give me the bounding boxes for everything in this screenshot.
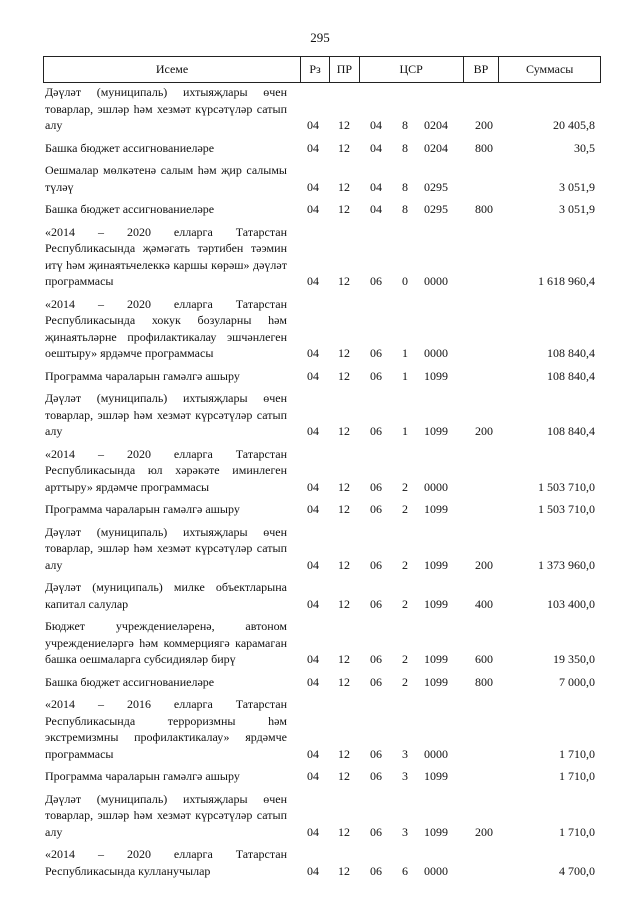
row-rz: 04 <box>307 596 319 611</box>
row-g: 06 <box>370 596 382 611</box>
table-row <box>45 768 601 785</box>
row-sum: 20 405,8 <box>553 118 595 132</box>
row-vr: 200 <box>475 424 493 438</box>
row-pr: 12 <box>338 118 350 132</box>
table-row <box>45 201 601 218</box>
row-vr: 200 <box>475 824 493 839</box>
row-sum: 1 710,0 <box>559 769 595 783</box>
row-rz: 04 <box>307 274 319 288</box>
row-codes <box>293 768 601 785</box>
row-n: 0000 <box>424 274 448 288</box>
row-codes <box>293 368 601 385</box>
row-n: 1099 <box>424 424 448 438</box>
row-sum: 103 400,0 <box>547 596 595 611</box>
row-codes <box>293 524 601 574</box>
row-sum: 4 700,0 <box>559 863 595 878</box>
row-vr: 800 <box>475 140 493 155</box>
row-pr: 12 <box>338 346 350 360</box>
row-vr: 400 <box>475 596 493 611</box>
row-p: 8 <box>402 179 408 194</box>
row-n: 0295 <box>424 202 448 216</box>
row-rz: 04 <box>307 118 319 132</box>
row-g: 04 <box>370 140 382 155</box>
table-row <box>45 501 601 518</box>
row-name: Дәүләт (муниципаль) ихтыяҗлары өчен товарлар, эшләр һәм хезмәт күрсәтүләр сатып алу <box>45 791 287 839</box>
table-row <box>45 846 601 879</box>
row-name: Бюджет учреждениеләренә, автоном учреждениеләргә һәм коммерциягә карамаган башка оешмаларга субсидияләр бирү <box>45 619 287 666</box>
table-row <box>45 84 601 134</box>
row-g: 06 <box>370 346 382 360</box>
row-p: 1 <box>402 346 408 360</box>
row-n: 1099 <box>424 557 448 572</box>
row-n: 0000 <box>424 346 448 360</box>
table-row <box>45 674 601 691</box>
row-p: 6 <box>402 863 408 878</box>
row-g: 06 <box>370 368 382 383</box>
row-p: 2 <box>402 674 408 689</box>
row-g: 04 <box>370 202 382 216</box>
row-pr: 12 <box>338 274 350 288</box>
row-pr: 12 <box>338 368 350 383</box>
row-g: 06 <box>370 274 382 288</box>
row-rz: 04 <box>307 179 319 194</box>
row-vr: 800 <box>475 674 493 689</box>
row-p: 2 <box>402 596 408 611</box>
row-g: 06 <box>370 652 382 666</box>
row-codes <box>293 674 601 691</box>
row-rz: 04 <box>307 346 319 360</box>
row-n: 0295 <box>424 179 448 194</box>
row-name: «2014 – 2020 елларга Татарстан Республикасында хокук бозуларны һәм җинаятьләрне профилактикалау эшчәнлеген оештыру» ярдәмче программасы <box>45 296 287 360</box>
row-name: Дәүләт (муниципаль) ихтыяҗлары өчен товарлар, эшләр һәм хезмәт күрсәтүләр сатып алу <box>45 85 287 132</box>
row-p: 3 <box>402 769 408 783</box>
row-codes <box>293 791 601 841</box>
row-p: 1 <box>402 424 408 438</box>
row-p: 0 <box>402 274 408 288</box>
row-g: 06 <box>370 824 382 839</box>
row-name: Башка бюджет ассигнованиеләре <box>45 202 215 216</box>
table-row <box>45 390 601 440</box>
row-name: «2014 – 2016 елларга Татарстан Республикасында терроризмны һәм экстремизмны профилактикалау» ярдәмче программасы <box>45 697 287 761</box>
row-sum: 7 000,0 <box>559 674 595 689</box>
header-rz: Рз <box>301 57 330 82</box>
row-p: 8 <box>402 202 408 216</box>
table-header <box>43 56 601 83</box>
row-g: 06 <box>370 769 382 783</box>
row-vr: 600 <box>475 652 493 666</box>
row-n: 1099 <box>424 502 448 516</box>
row-pr: 12 <box>338 557 350 572</box>
row-rz: 04 <box>307 424 319 438</box>
row-pr: 12 <box>338 769 350 783</box>
table-row <box>45 579 601 612</box>
row-sum: 108 840,4 <box>547 424 595 438</box>
row-n: 1099 <box>424 769 448 783</box>
row-name: Башка бюджет ассигнованиеләре <box>45 140 215 155</box>
table-row <box>45 224 601 290</box>
row-name: «2014 – 2020 елларга Татарстан Республикасында кулланучылар <box>45 847 287 878</box>
row-rz: 04 <box>307 746 319 761</box>
table-row <box>45 446 601 496</box>
row-codes <box>293 84 601 134</box>
row-sum: 1 373 960,0 <box>538 557 595 572</box>
row-name: Дәүләт (муниципаль) милке объектларына капитал салулар <box>45 580 287 611</box>
row-codes <box>293 162 601 195</box>
row-n: 1099 <box>424 652 448 666</box>
row-codes <box>293 224 601 290</box>
row-pr: 12 <box>338 502 350 516</box>
row-n: 1099 <box>424 596 448 611</box>
row-g: 04 <box>370 118 382 132</box>
row-rz: 04 <box>307 824 319 839</box>
header-sum: Суммасы <box>526 62 574 76</box>
row-codes <box>293 201 601 218</box>
row-n: 0000 <box>424 746 448 761</box>
row-vr: 200 <box>475 557 493 572</box>
row-sum: 1 503 710,0 <box>538 479 595 494</box>
row-n: 1099 <box>424 824 448 839</box>
row-codes <box>293 446 601 496</box>
row-rz: 04 <box>307 674 319 689</box>
row-codes <box>293 579 601 612</box>
table-body <box>45 84 601 885</box>
row-name: Программа чараларын гамәлгә ашыру <box>45 368 240 383</box>
row-pr: 12 <box>338 202 350 216</box>
row-p: 2 <box>402 479 408 494</box>
row-sum: 1 710,0 <box>559 824 595 839</box>
header-name: Исеме <box>44 57 301 82</box>
row-codes <box>293 140 601 157</box>
row-sum: 3 051,9 <box>559 179 595 194</box>
row-n: 0204 <box>424 118 448 132</box>
row-rz: 04 <box>307 652 319 666</box>
row-n: 0204 <box>424 140 448 155</box>
row-pr: 12 <box>338 140 350 155</box>
table-row <box>45 524 601 574</box>
row-g: 06 <box>370 502 382 516</box>
header-csr: ЦСР <box>360 57 464 82</box>
table-row <box>45 368 601 385</box>
row-g: 06 <box>370 863 382 878</box>
row-sum: 108 840,4 <box>547 346 595 360</box>
row-pr: 12 <box>338 652 350 666</box>
row-sum: 3 051,9 <box>559 202 595 216</box>
table-row <box>45 162 601 195</box>
row-pr: 12 <box>338 596 350 611</box>
row-codes <box>293 618 601 668</box>
row-pr: 12 <box>338 824 350 839</box>
row-p: 3 <box>402 824 408 839</box>
table-row <box>45 296 601 362</box>
row-g: 06 <box>370 424 382 438</box>
row-codes <box>293 501 601 518</box>
row-p: 8 <box>402 140 408 155</box>
table-row <box>45 791 601 841</box>
row-pr: 12 <box>338 674 350 689</box>
row-rz: 04 <box>307 769 319 783</box>
row-sum: 1 710,0 <box>559 746 595 761</box>
row-name: Дәүләт (муниципаль) ихтыяҗлары өчен товарлар, эшләр һәм хезмәт күрсәтүләр сатып алу <box>45 524 287 572</box>
row-pr: 12 <box>338 479 350 494</box>
row-codes <box>293 846 601 879</box>
row-p: 1 <box>402 368 408 383</box>
row-rz: 04 <box>307 502 319 516</box>
row-pr: 12 <box>338 424 350 438</box>
row-sum: 19 350,0 <box>553 652 595 666</box>
row-n: 0000 <box>424 863 448 878</box>
row-codes <box>293 390 601 440</box>
row-vr: 800 <box>475 202 493 216</box>
row-g: 06 <box>370 557 382 572</box>
row-p: 2 <box>402 652 408 666</box>
row-n: 0000 <box>424 479 448 494</box>
table-row <box>45 618 601 668</box>
row-g: 04 <box>370 179 382 194</box>
row-g: 06 <box>370 674 382 689</box>
row-rz: 04 <box>307 863 319 878</box>
header-vr: ВР <box>464 57 500 82</box>
row-sum: 108 840,4 <box>547 368 595 383</box>
header-pr: ПР <box>330 57 360 82</box>
row-name: Башка бюджет ассигнованиеләре <box>45 674 215 689</box>
row-g: 06 <box>370 479 382 494</box>
row-rz: 04 <box>307 140 319 155</box>
row-name: Программа чараларын гамәлгә ашыру <box>45 769 240 783</box>
row-g: 06 <box>370 746 382 761</box>
row-vr: 200 <box>475 118 493 132</box>
row-p: 2 <box>402 557 408 572</box>
row-name: Программа чараларын гамәлгә ашыру <box>45 502 240 516</box>
row-name: «2014 – 2020 елларга Татарстан Республикасында җәмәгать тәртибен тәэмин итү һәм җинаятьчелеккә каршы көрәш» дәүләт программасы <box>45 224 287 288</box>
row-name: Оешмалар мөлкәтенә салым һәм җир салымы түләү <box>45 163 287 194</box>
row-sum: 1 503 710,0 <box>538 502 595 516</box>
row-sum: 1 618 960,4 <box>538 274 595 288</box>
page-number: 295 <box>310 30 330 45</box>
row-p: 3 <box>402 746 408 761</box>
row-p: 8 <box>402 118 408 132</box>
row-codes <box>293 296 601 362</box>
table-row <box>45 140 601 157</box>
row-sum: 30,5 <box>574 140 595 155</box>
row-name: «2014 – 2020 елларга Татарстан Республикасында юл хәрәкәте иминлеген арттыру» ярдәмче программасы <box>45 446 287 494</box>
table-row <box>45 696 601 762</box>
row-rz: 04 <box>307 557 319 572</box>
row-rz: 04 <box>307 368 319 383</box>
row-name: Дәүләт (муниципаль) ихтыяҗлары өчен товарлар, эшләр һәм хезмәт күрсәтүләр сатып алу <box>45 391 287 438</box>
row-n: 1099 <box>424 368 448 383</box>
row-rz: 04 <box>307 479 319 494</box>
row-pr: 12 <box>338 863 350 878</box>
row-codes <box>293 696 601 762</box>
row-n: 1099 <box>424 674 448 689</box>
row-pr: 12 <box>338 746 350 761</box>
row-rz: 04 <box>307 202 319 216</box>
row-p: 2 <box>402 502 408 516</box>
row-pr: 12 <box>338 179 350 194</box>
